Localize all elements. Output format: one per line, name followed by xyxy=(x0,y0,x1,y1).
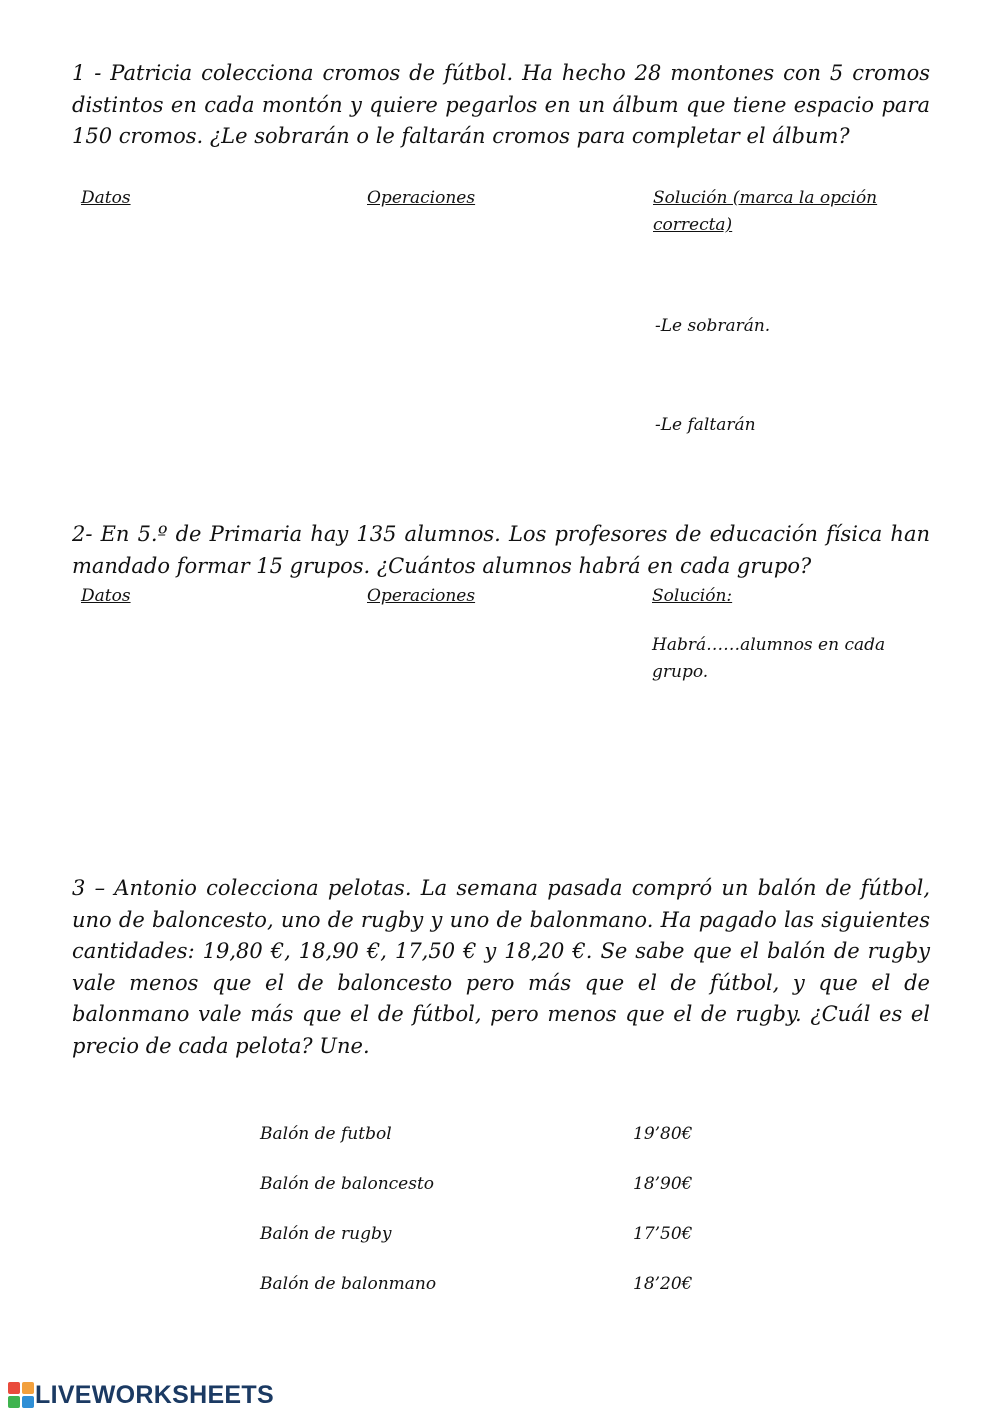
match-price-3[interactable]: 17’50€ xyxy=(633,1224,693,1244)
problem-1-datos-heading: Datos xyxy=(81,188,131,208)
match-price-2[interactable]: 18’90€ xyxy=(633,1174,693,1194)
problem-2-statement: 2- En 5.º de Primaria hay 135 alumnos. Los profesores de educación física han mandado formar 15 grupos. ¿Cuántos alumnos habrá en cada grupo? xyxy=(72,522,930,578)
match-ball-rugby[interactable]: Balón de rugby xyxy=(260,1224,392,1244)
match-ball-baloncesto[interactable]: Balón de baloncesto xyxy=(260,1174,435,1194)
liveworksheets-brand: LIVEWORKSHEETS xyxy=(35,1380,274,1409)
match-ball-balonmano[interactable]: Balón de balonmano xyxy=(260,1274,437,1294)
problem-2-datos-heading: Datos xyxy=(81,586,131,606)
liveworksheets-logo-icon xyxy=(8,1382,34,1408)
problem-1-option-faltaran[interactable]: -Le faltarán xyxy=(655,415,756,435)
match-ball-futbol[interactable]: Balón de futbol xyxy=(260,1124,392,1144)
problem-2-answer-text[interactable]: Habrá……alumnos en cada grupo. xyxy=(652,635,886,682)
match-price-4[interactable]: 18’20€ xyxy=(633,1274,693,1294)
problem-2-solucion-heading: Solución: xyxy=(652,586,733,606)
problem-1-statement: 1 - Patricia colecciona cromos de fútbol. Ha hecho 28 montones con 5 cromos distintos en cada montón y quiere pegarlos en un álbum que tiene espacio para 150 cromos. ¿Le sobrarán o le faltarán cromos para completar el álbum? xyxy=(72,61,930,148)
problem-3-statement: 3 – Antonio colecciona pelotas. La semana pasada compró un balón de fútbol, uno de baloncesto, uno de rugby y uno de balonmano. Ha pagado las siguientes cantidades: 19,80 €, 18,90 €, 17,50 € y 18,20 €. Se sabe que el balón de rugby vale menos que el de baloncesto pero más que el de fútbol, y que el de balonmano vale más que el de fútbol, pero menos que el de rugby. ¿Cuál es el precio de cada pelota? Une. xyxy=(72,876,930,1058)
problem-1-operaciones-heading: Operaciones xyxy=(367,188,476,208)
problem-1-solucion-heading: Solución (marca la opción correcta) xyxy=(653,188,878,235)
match-price-1[interactable]: 19’80€ xyxy=(633,1124,693,1144)
liveworksheets-footer xyxy=(8,1380,274,1410)
problem-1-option-sobraran[interactable]: -Le sobrarán. xyxy=(655,316,771,336)
problem-2-operaciones-heading: Operaciones xyxy=(367,586,476,606)
